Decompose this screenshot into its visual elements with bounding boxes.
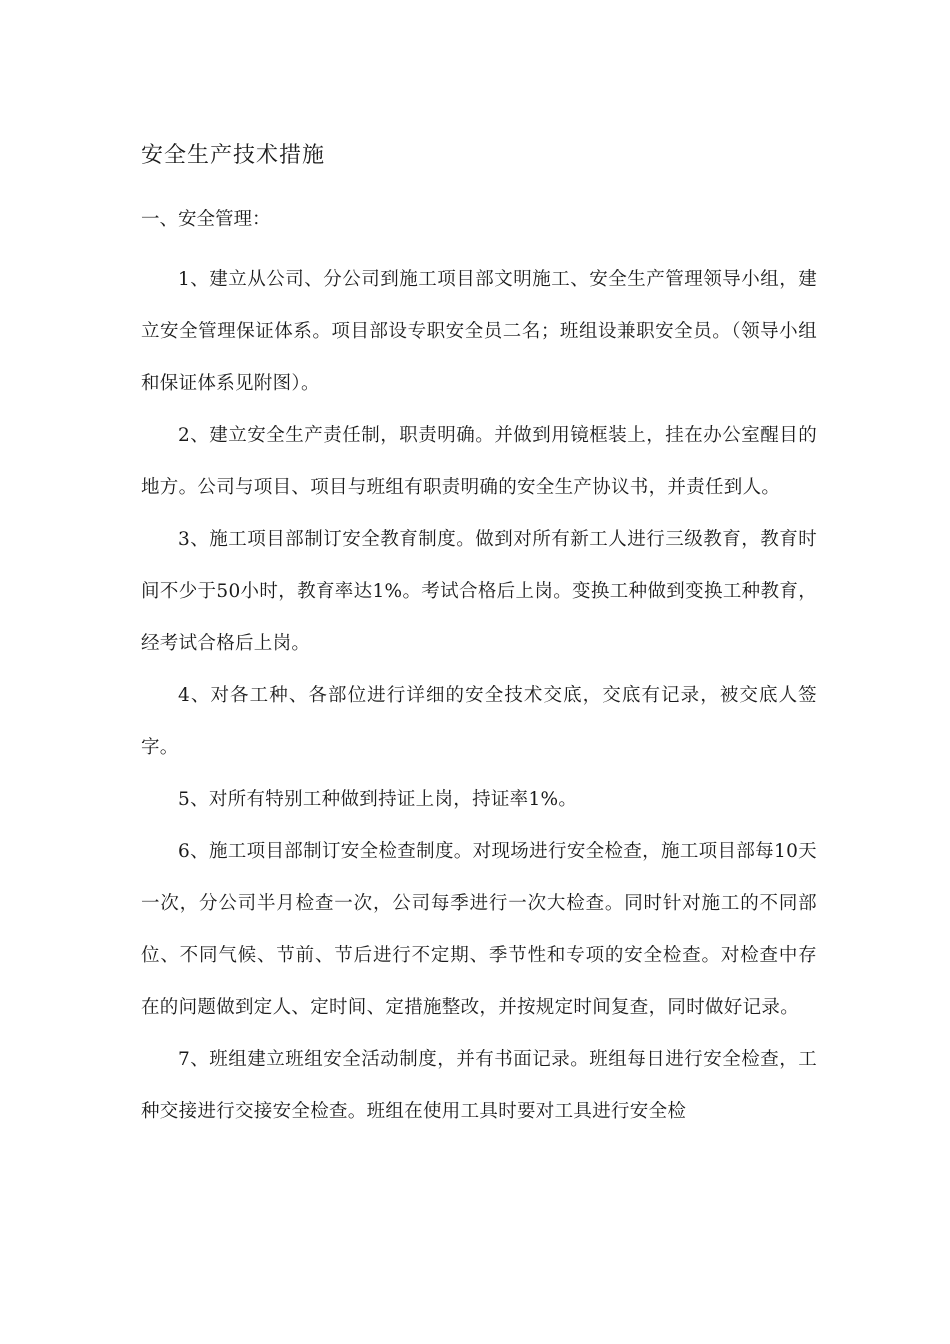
- paragraph-7: 7、班组建立班组安全活动制度，并有书面记录。班组每日进行安全检查，工种交接进行交接安全检查。班组在使用工具时要对工具进行安全检: [141, 1049, 817, 1122]
- section-heading: 一、安全管理：: [141, 209, 271, 230]
- document-title: 安全生产技术措施: [141, 143, 326, 168]
- paragraph-4: 4、对各工种、各部位进行详细的安全技术交底，交底有记录，被交底人签字。: [141, 685, 817, 758]
- paragraph-1: 1、建立从公司、分公司到施工项目部文明施工、安全生产管理领导小组，建立安全管理保证体系。项目部设专职安全员二名；班组设兼职安全员。（领导小组和保证体系见附图）。: [141, 269, 817, 394]
- paragraph-2: 2、建立安全生产责任制，职责明确。并做到用镜框装上，挂在办公室醒目的地方。公司与项目、项目与班组有职责明确的安全生产协议书，并责任到人。: [141, 425, 817, 498]
- paragraph-6: 6、施工项目部制订安全检查制度。对现场进行安全检查，施工项目部每10天一次，分公司半月检查一次，公司每季进行一次大检查。同时针对施工的不同部位、不同气候、节前、节后进行不定期、季节性和专项的安全检查。对检查中存在的问题做到定人、定时间、定措施整改，并按规定时间复查，同时做好记录。: [141, 841, 817, 1018]
- paragraph-3: 3、施工项目部制订安全教育制度。做到对所有新工人进行三级教育，教育时间不少于50小时，教育率达1%。考试合格后上岗。变换工种做到变换工种教育，经考试合格后上岗。: [141, 529, 817, 654]
- paragraph-5: 5、对所有特别工种做到持证上岗，持证率1%。: [178, 789, 578, 810]
- document-body: [141, 254, 817, 1138]
